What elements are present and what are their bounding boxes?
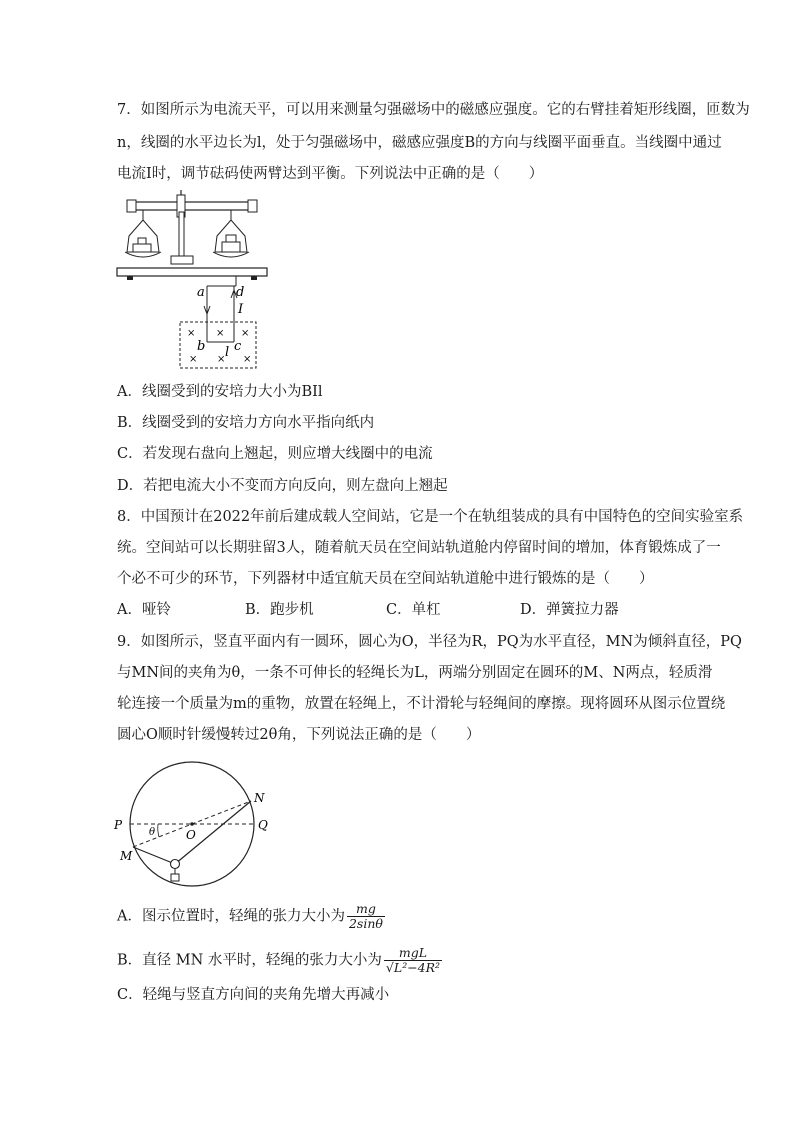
q9-option-c: C．轻绳与竖直方向间的夹角先增大再减小	[117, 987, 390, 1003]
q7-line-2: n，线圈的水平边长为l，处于匀强磁场中，磁感应强度B的方向与线圈平面垂直。当线圈中通过	[117, 135, 722, 151]
label-c: c	[234, 339, 242, 354]
q7-option-c: C．若发现右盘向上翘起，则应增大线圈中的电流	[117, 446, 433, 462]
q9-option-a-fraction	[347, 902, 385, 931]
q8-option-a: A．哑铃	[117, 602, 171, 618]
q8-option-c: C．单杠	[386, 602, 441, 618]
label-N: N	[254, 791, 265, 805]
current-balance-figure	[113, 190, 273, 375]
q8-option-b: B．跑步机	[245, 602, 314, 618]
field-cross-1: ×	[187, 328, 196, 339]
q9-option-b-numerator: mgL	[384, 946, 442, 961]
q9-option-b-text: B．直径 MN 水平时，轻绳的张力大小为	[117, 952, 382, 969]
field-cross-5: ×	[217, 354, 226, 365]
field-cross-4: ×	[189, 354, 198, 365]
q9-line-3: 轮连接一个质量为m的重物，放置在轻绳上，不计滑轮与轻绳间的摩擦。现将圆环从图示位置绕	[117, 696, 726, 712]
q9-option-b-denominator: √L²−4R²	[385, 960, 441, 975]
q7-line-1: 7．如图所示为电流天平，可以用来测量匀强磁场中的磁感应强度。它的右臂挂着矩形线圈，匝数为	[117, 102, 750, 118]
ring-pulley-figure	[112, 758, 282, 893]
label-a: a	[197, 285, 205, 300]
label-M: M	[120, 849, 133, 863]
q8-line-2: 统。空间站可以长期驻留3人，随着航天员在空间站轨道舱内停留时间的增加，体育锻炼成了一	[117, 540, 721, 556]
q9-option-a-denominator: 2sinθ	[348, 916, 383, 931]
field-cross-3: ×	[241, 328, 250, 339]
label-O: O	[186, 828, 196, 842]
q9-line-1: 9．如图所示，竖直平面内有一圆环，圆心为O，半径为R，PQ为水平直径，MN为倾斜直径，PQ	[117, 634, 742, 650]
q8-line-1: 8．中国预计在2022年前后建成载人空间站，它是一个在轨组装成的具有中国特色的空间实验室系	[117, 509, 744, 525]
q7-option-a: A．线圈受到的安培力大小为BIl	[117, 384, 323, 400]
q9-option-a-text: A．图示位置时，轻绳的张力大小为	[117, 908, 345, 925]
label-Q: Q	[258, 818, 268, 832]
field-cross-2: ×	[216, 328, 225, 339]
field-cross-6: ×	[243, 354, 252, 365]
label-P: P	[114, 818, 123, 832]
q7-option-d: D．若把电流大小不变而方向反向，则左盘向上翘起	[117, 478, 448, 494]
q9-option-b-fraction	[384, 946, 442, 975]
q9-line-2: 与MN间的夹角为θ，一条不可伸长的轻绳长为L，两端分别固定在圆环的M、N两点，轻质滑	[117, 665, 713, 681]
label-l: l	[225, 345, 230, 360]
label-d: d	[236, 285, 245, 300]
label-I: I	[238, 302, 244, 317]
q8-line-3: 个必不可少的环节，下列器材中适宜航天员在空间站轨道舱中进行锻炼的是（ ）	[117, 571, 654, 587]
q9-line-4: 圆心O顺时针缓慢转过2θ角，下列说法正确的是（ ）	[117, 727, 481, 743]
q9-option-a-numerator: mg	[347, 902, 385, 917]
q9-option-b	[117, 946, 442, 975]
q9-option-a	[117, 902, 385, 931]
q7-option-b: B．线圈受到的安培力方向水平指向纸内	[117, 415, 375, 431]
q7-line-3: 电流I时，调节砝码使两臂达到平衡。下列说法中正确的是（ ）	[117, 166, 544, 182]
q8-option-d: D．弹簧拉力器	[520, 602, 619, 618]
label-b: b	[197, 339, 206, 354]
label-theta: θ	[149, 827, 156, 838]
